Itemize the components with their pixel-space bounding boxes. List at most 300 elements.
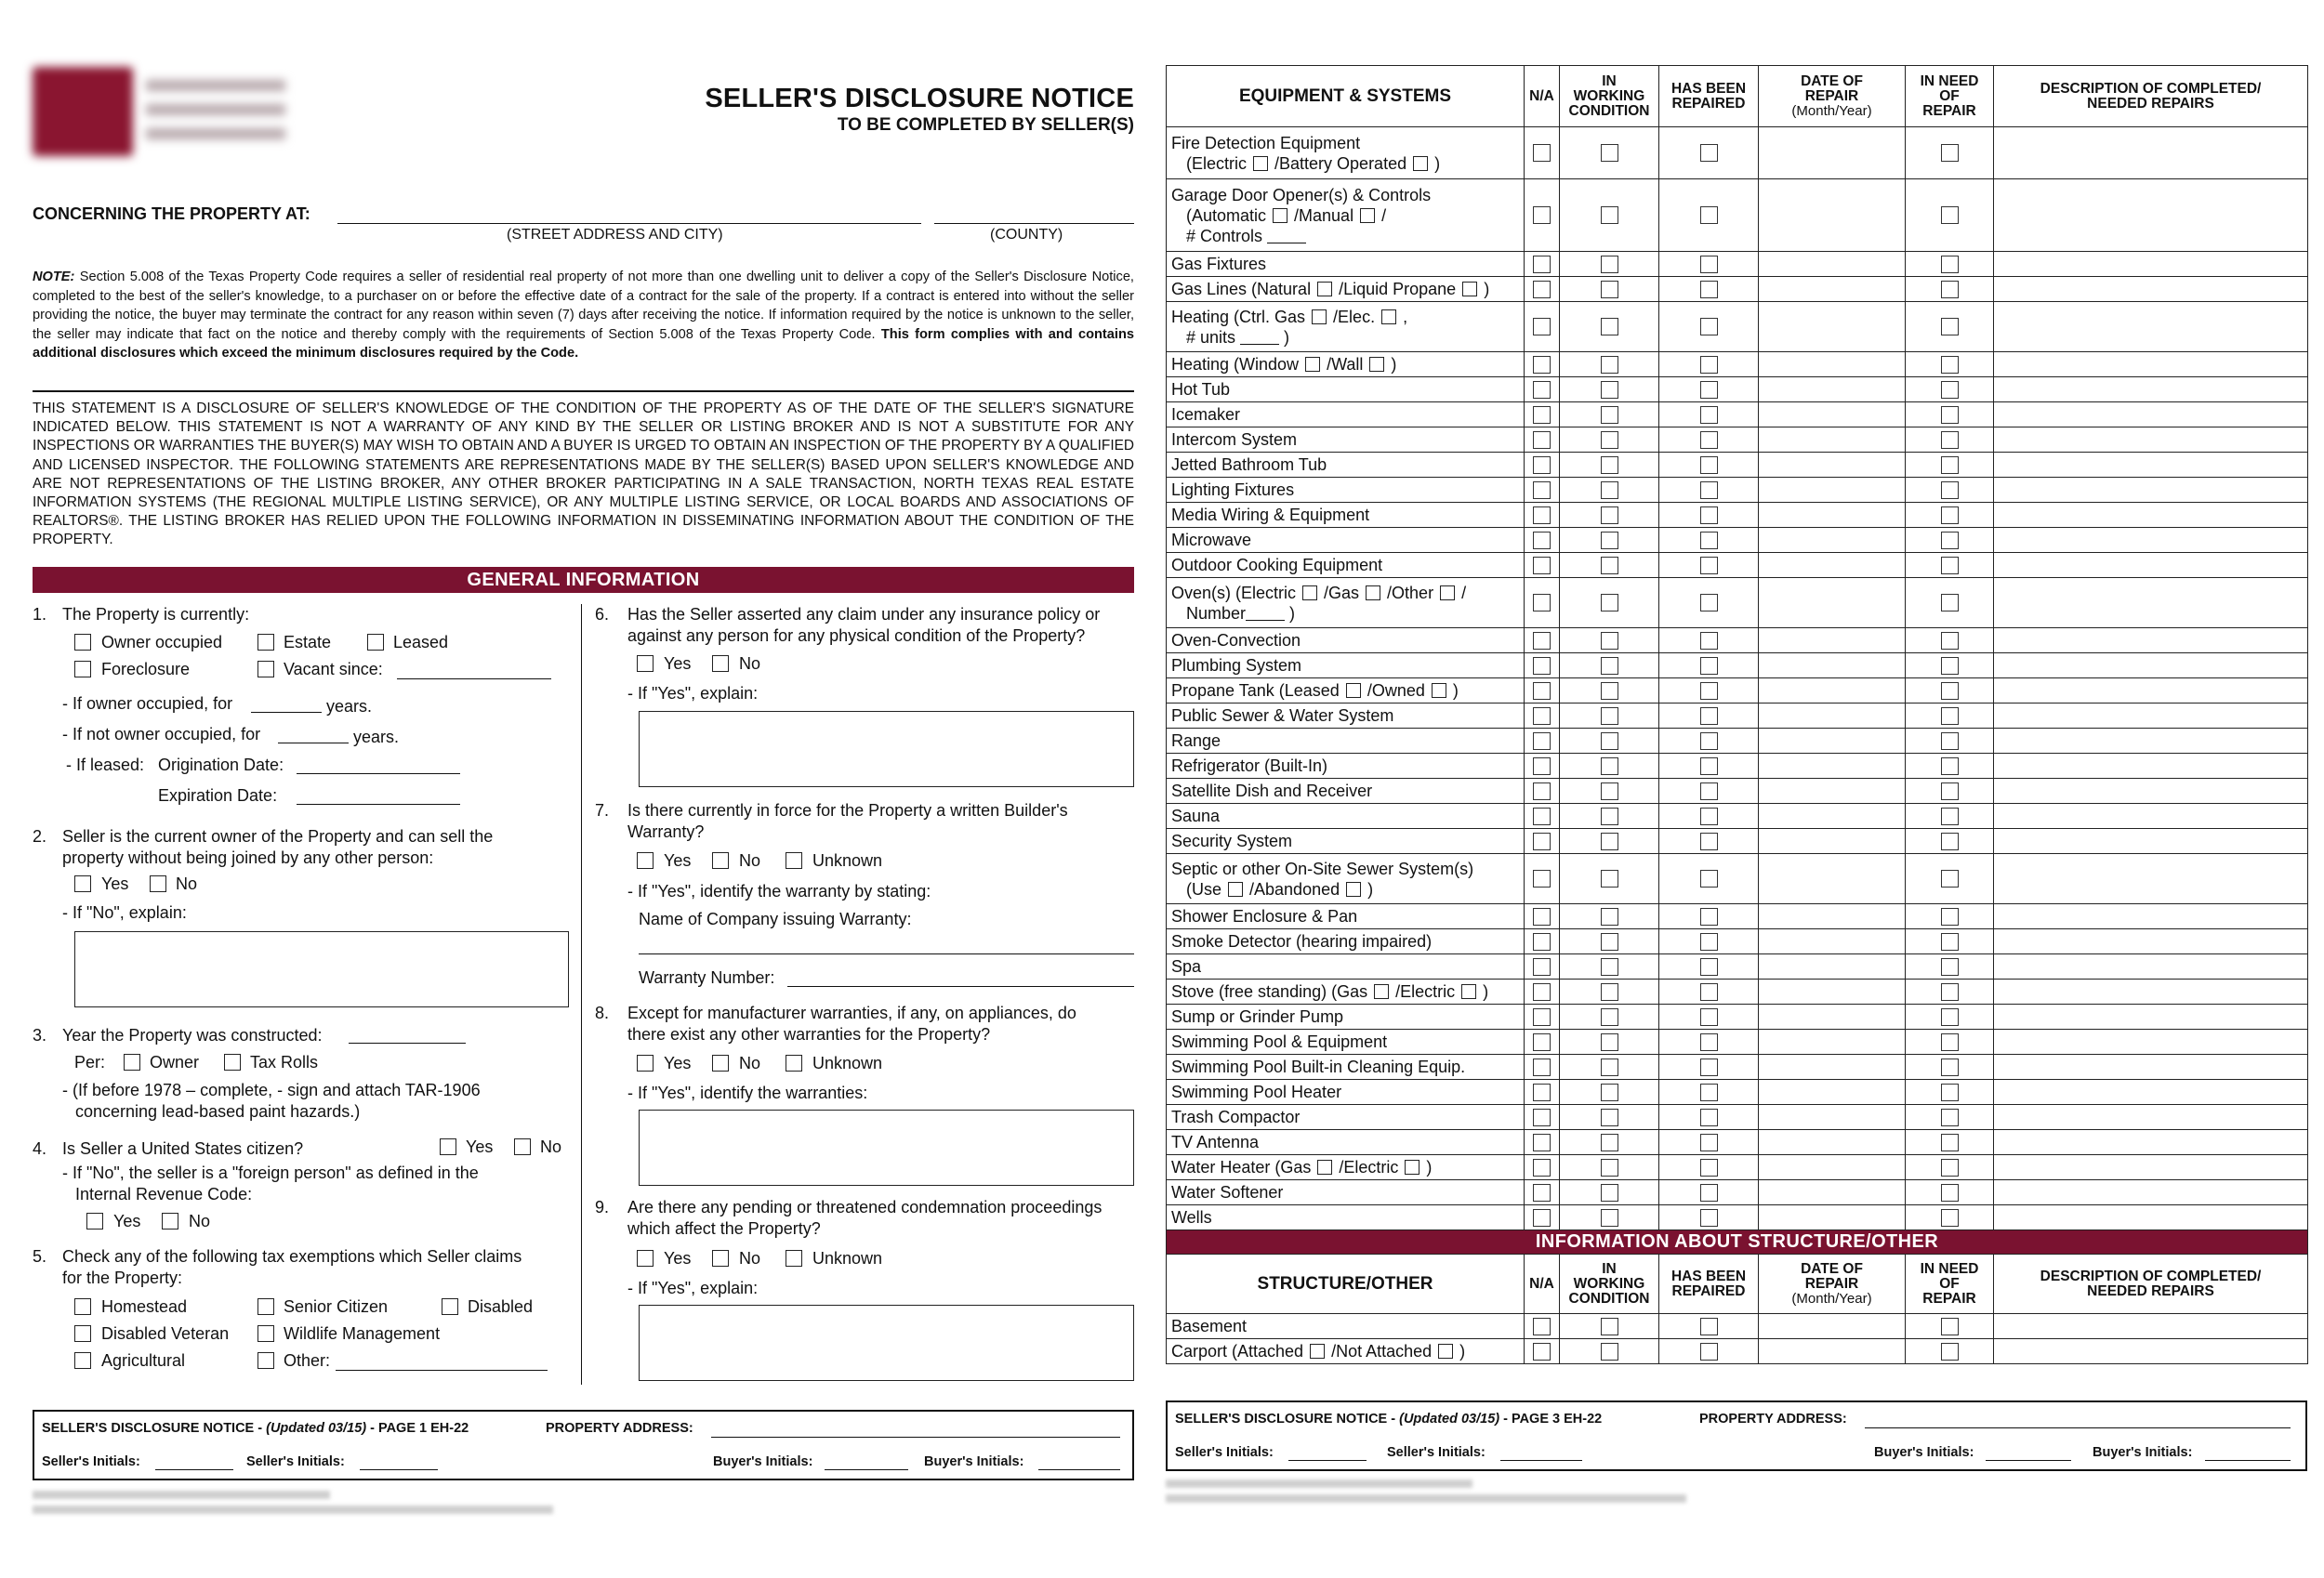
swimming-pool-equipment-working-checkbox[interactable]: [1601, 1033, 1618, 1051]
heating-window-working-checkbox[interactable]: [1601, 356, 1618, 374]
plumbing-system-date-of-repair-field[interactable]: [1759, 653, 1906, 678]
sump-or-grinder-pump-description-field[interactable]: [1994, 1005, 2308, 1030]
stove-free-standing-gas-description-field[interactable]: [1994, 980, 2308, 1005]
wells-description-field[interactable]: [1994, 1205, 2308, 1230]
security-system-working-checkbox[interactable]: [1601, 833, 1618, 850]
stove-free-standing-gas-option-checkbox-0[interactable]: [1374, 984, 1389, 999]
sauna-date-of-repair-field[interactable]: [1759, 804, 1906, 829]
garage-door-opener-s-controls-repaired-checkbox[interactable]: [1700, 206, 1718, 224]
swimming-pool-heater-working-checkbox[interactable]: [1601, 1084, 1618, 1101]
propane-tank-leased-option-checkbox-1[interactable]: [1432, 683, 1446, 698]
gas-fixtures-date-of-repair-field[interactable]: [1759, 252, 1906, 277]
water-heater-gas-repaired-checkbox[interactable]: [1700, 1159, 1718, 1177]
water-heater-gas-in-need-checkbox[interactable]: [1941, 1159, 1959, 1177]
basement-description-field[interactable]: [1994, 1314, 2308, 1339]
gas-lines-natural-description-field[interactable]: [1994, 277, 2308, 302]
expiration-date-field[interactable]: [297, 804, 460, 805]
tv-antenna-date-of-repair-field[interactable]: [1759, 1130, 1906, 1155]
public-sewer-water-system-repaired-checkbox[interactable]: [1700, 707, 1718, 725]
fire-detection-equipment-option-checkbox-1[interactable]: [1413, 156, 1428, 171]
icemaker-working-checkbox[interactable]: [1601, 406, 1618, 424]
swimming-pool-heater-date-of-repair-field[interactable]: [1759, 1080, 1906, 1105]
heating-window-option-checkbox-1[interactable]: [1369, 357, 1384, 372]
propane-tank-leased-description-field[interactable]: [1994, 678, 2308, 704]
heating-ctrl-gas-in-need-checkbox[interactable]: [1941, 318, 1959, 335]
citizen-no-checkbox[interactable]: [514, 1138, 531, 1155]
other-exemption-field[interactable]: [336, 1370, 548, 1371]
water-heater-gas-working-checkbox[interactable]: [1601, 1159, 1618, 1177]
footer-property-address-field[interactable]: [711, 1437, 1120, 1438]
buyer-initials-field-1[interactable]: [825, 1469, 908, 1470]
oven-s-electric-count-field[interactable]: [1246, 620, 1285, 621]
county-field[interactable]: [934, 223, 1134, 224]
intercom-system-na-checkbox[interactable]: [1533, 431, 1551, 449]
owner-occupied-checkbox[interactable]: [74, 634, 91, 651]
icemaker-date-of-repair-field[interactable]: [1759, 402, 1906, 427]
carport-attached-working-checkbox[interactable]: [1601, 1343, 1618, 1361]
smoke-detector-hearing-impaired-na-checkbox[interactable]: [1533, 933, 1551, 951]
q6-yes-checkbox[interactable]: [637, 655, 654, 672]
septic-or-other-on-site-sewer-system-s-in-need-checkbox[interactable]: [1941, 870, 1959, 888]
fire-detection-equipment-repaired-checkbox[interactable]: [1700, 144, 1718, 162]
security-system-in-need-checkbox[interactable]: [1941, 833, 1959, 850]
plumbing-system-na-checkbox[interactable]: [1533, 657, 1551, 675]
q7-unknown-checkbox[interactable]: [786, 852, 802, 869]
microwave-repaired-checkbox[interactable]: [1700, 532, 1718, 549]
smoke-detector-hearing-impaired-repaired-checkbox[interactable]: [1700, 933, 1718, 951]
propane-tank-leased-in-need-checkbox[interactable]: [1941, 682, 1959, 700]
propane-tank-leased-na-checkbox[interactable]: [1533, 682, 1551, 700]
septic-or-other-on-site-sewer-system-s-option-checkbox-1[interactable]: [1346, 882, 1361, 897]
oven-s-electric-date-of-repair-field[interactable]: [1759, 578, 1906, 628]
range-in-need-checkbox[interactable]: [1941, 732, 1959, 750]
leased-checkbox[interactable]: [367, 634, 384, 651]
propane-tank-leased-repaired-checkbox[interactable]: [1700, 682, 1718, 700]
oven-convection-in-need-checkbox[interactable]: [1941, 632, 1959, 650]
gas-lines-natural-option-checkbox-0[interactable]: [1317, 282, 1332, 296]
origination-date-field[interactable]: [297, 773, 460, 774]
range-working-checkbox[interactable]: [1601, 732, 1618, 750]
icemaker-na-checkbox[interactable]: [1533, 406, 1551, 424]
oven-convection-working-checkbox[interactable]: [1601, 632, 1618, 650]
sump-or-grinder-pump-repaired-checkbox[interactable]: [1700, 1008, 1718, 1026]
outdoor-cooking-equipment-in-need-checkbox[interactable]: [1941, 557, 1959, 574]
swimming-pool-equipment-description-field[interactable]: [1994, 1030, 2308, 1055]
other-exemption-checkbox[interactable]: [257, 1352, 274, 1369]
tv-antenna-in-need-checkbox[interactable]: [1941, 1134, 1959, 1151]
q9-no-checkbox[interactable]: [712, 1250, 729, 1267]
q2-no-checkbox[interactable]: [150, 875, 166, 892]
sauna-in-need-checkbox[interactable]: [1941, 808, 1959, 825]
spa-in-need-checkbox[interactable]: [1941, 958, 1959, 976]
microwave-in-need-checkbox[interactable]: [1941, 532, 1959, 549]
hot-tub-description-field[interactable]: [1994, 377, 2308, 402]
icemaker-in-need-checkbox[interactable]: [1941, 406, 1959, 424]
q8-yes-checkbox[interactable]: [637, 1055, 654, 1072]
q8-unknown-checkbox[interactable]: [786, 1055, 802, 1072]
range-description-field[interactable]: [1994, 729, 2308, 754]
garage-door-opener-s-controls-in-need-checkbox[interactable]: [1941, 206, 1959, 224]
satellite-dish-and-receiver-description-field[interactable]: [1994, 779, 2308, 804]
spa-na-checkbox[interactable]: [1533, 958, 1551, 976]
water-heater-gas-description-field[interactable]: [1994, 1155, 2308, 1180]
tv-antenna-description-field[interactable]: [1994, 1130, 2308, 1155]
water-heater-gas-option-checkbox-0[interactable]: [1317, 1160, 1332, 1175]
propane-tank-leased-option-checkbox-0[interactable]: [1346, 683, 1361, 698]
fire-detection-equipment-working-checkbox[interactable]: [1601, 144, 1618, 162]
satellite-dish-and-receiver-working-checkbox[interactable]: [1601, 782, 1618, 800]
plumbing-system-working-checkbox[interactable]: [1601, 657, 1618, 675]
wells-working-checkbox[interactable]: [1601, 1209, 1618, 1227]
gas-fixtures-in-need-checkbox[interactable]: [1941, 256, 1959, 273]
lighting-fixtures-in-need-checkbox[interactable]: [1941, 481, 1959, 499]
heating-ctrl-gas-repaired-checkbox[interactable]: [1700, 318, 1718, 335]
wells-na-checkbox[interactable]: [1533, 1209, 1551, 1227]
seller-initials-field-1[interactable]: [155, 1469, 233, 1470]
sauna-description-field[interactable]: [1994, 804, 2308, 829]
hot-tub-working-checkbox[interactable]: [1601, 381, 1618, 399]
oven-convection-date-of-repair-field[interactable]: [1759, 628, 1906, 653]
street-address-field[interactable]: [337, 223, 921, 224]
trash-compactor-date-of-repair-field[interactable]: [1759, 1105, 1906, 1130]
sauna-na-checkbox[interactable]: [1533, 808, 1551, 825]
basement-repaired-checkbox[interactable]: [1700, 1318, 1718, 1335]
smoke-detector-hearing-impaired-date-of-repair-field[interactable]: [1759, 929, 1906, 954]
estate-checkbox[interactable]: [257, 634, 274, 651]
footer3-seller-initials-field-2[interactable]: [1500, 1460, 1582, 1461]
stove-free-standing-gas-option-checkbox-1[interactable]: [1461, 984, 1476, 999]
year-constructed-field[interactable]: [349, 1043, 466, 1044]
q9-explain-box[interactable]: [639, 1305, 1134, 1381]
propane-tank-leased-working-checkbox[interactable]: [1601, 682, 1618, 700]
security-system-date-of-repair-field[interactable]: [1759, 829, 1906, 854]
stove-free-standing-gas-in-need-checkbox[interactable]: [1941, 983, 1959, 1001]
public-sewer-water-system-in-need-checkbox[interactable]: [1941, 707, 1959, 725]
foreclosure-checkbox[interactable]: [74, 661, 91, 677]
sump-or-grinder-pump-working-checkbox[interactable]: [1601, 1008, 1618, 1026]
garage-door-opener-s-controls-na-checkbox[interactable]: [1533, 206, 1551, 224]
oven-s-electric-na-checkbox[interactable]: [1533, 594, 1551, 611]
tv-antenna-working-checkbox[interactable]: [1601, 1134, 1618, 1151]
spa-working-checkbox[interactable]: [1601, 958, 1618, 976]
swimming-pool-heater-description-field[interactable]: [1994, 1080, 2308, 1105]
q8-no-checkbox[interactable]: [712, 1055, 729, 1072]
warranty-company-field[interactable]: [639, 953, 1134, 954]
media-wiring-equipment-in-need-checkbox[interactable]: [1941, 506, 1959, 524]
footer3-buyer-initials-field-2[interactable]: [2205, 1460, 2291, 1461]
stove-free-standing-gas-working-checkbox[interactable]: [1601, 983, 1618, 1001]
septic-or-other-on-site-sewer-system-s-date-of-repair-field[interactable]: [1759, 854, 1906, 904]
carport-attached-date-of-repair-field[interactable]: [1759, 1339, 1906, 1364]
media-wiring-equipment-na-checkbox[interactable]: [1533, 506, 1551, 524]
refrigerator-built-in-description-field[interactable]: [1994, 754, 2308, 779]
basement-date-of-repair-field[interactable]: [1759, 1314, 1906, 1339]
security-system-na-checkbox[interactable]: [1533, 833, 1551, 850]
microwave-working-checkbox[interactable]: [1601, 532, 1618, 549]
shower-enclosure-pan-date-of-repair-field[interactable]: [1759, 904, 1906, 929]
gas-lines-natural-date-of-repair-field[interactable]: [1759, 277, 1906, 302]
spa-repaired-checkbox[interactable]: [1700, 958, 1718, 976]
lighting-fixtures-repaired-checkbox[interactable]: [1700, 481, 1718, 499]
lighting-fixtures-description-field[interactable]: [1994, 478, 2308, 503]
plumbing-system-in-need-checkbox[interactable]: [1941, 657, 1959, 675]
q8-identify-box[interactable]: [639, 1110, 1134, 1186]
jetted-bathroom-tub-working-checkbox[interactable]: [1601, 456, 1618, 474]
satellite-dish-and-receiver-in-need-checkbox[interactable]: [1941, 782, 1959, 800]
water-softener-date-of-repair-field[interactable]: [1759, 1180, 1906, 1205]
septic-or-other-on-site-sewer-system-s-working-checkbox[interactable]: [1601, 870, 1618, 888]
microwave-description-field[interactable]: [1994, 528, 2308, 553]
trash-compactor-working-checkbox[interactable]: [1601, 1109, 1618, 1126]
satellite-dish-and-receiver-repaired-checkbox[interactable]: [1700, 782, 1718, 800]
lighting-fixtures-date-of-repair-field[interactable]: [1759, 478, 1906, 503]
q9-yes-checkbox[interactable]: [637, 1250, 654, 1267]
hot-tub-date-of-repair-field[interactable]: [1759, 377, 1906, 402]
water-heater-gas-option-checkbox-1[interactable]: [1405, 1160, 1419, 1175]
swimming-pool-equipment-date-of-repair-field[interactable]: [1759, 1030, 1906, 1055]
gas-lines-natural-working-checkbox[interactable]: [1601, 281, 1618, 298]
smoke-detector-hearing-impaired-in-need-checkbox[interactable]: [1941, 933, 1959, 951]
basement-in-need-checkbox[interactable]: [1941, 1318, 1959, 1335]
swimming-pool-built-in-cleaning-equip-repaired-checkbox[interactable]: [1700, 1059, 1718, 1076]
media-wiring-equipment-working-checkbox[interactable]: [1601, 506, 1618, 524]
heating-ctrl-gas-description-field[interactable]: [1994, 302, 2308, 352]
outdoor-cooking-equipment-na-checkbox[interactable]: [1533, 557, 1551, 574]
shower-enclosure-pan-working-checkbox[interactable]: [1601, 908, 1618, 926]
shower-enclosure-pan-in-need-checkbox[interactable]: [1941, 908, 1959, 926]
sump-or-grinder-pump-in-need-checkbox[interactable]: [1941, 1008, 1959, 1026]
garage-door-opener-s-controls-description-field[interactable]: [1994, 179, 2308, 252]
jetted-bathroom-tub-date-of-repair-field[interactable]: [1759, 453, 1906, 478]
jetted-bathroom-tub-description-field[interactable]: [1994, 453, 2308, 478]
disabled-checkbox[interactable]: [442, 1298, 458, 1315]
footer3-buyer-initials-field-1[interactable]: [1986, 1460, 2071, 1461]
wells-in-need-checkbox[interactable]: [1941, 1209, 1959, 1227]
stove-free-standing-gas-repaired-checkbox[interactable]: [1700, 983, 1718, 1001]
refrigerator-built-in-date-of-repair-field[interactable]: [1759, 754, 1906, 779]
heating-window-description-field[interactable]: [1994, 352, 2308, 377]
intercom-system-in-need-checkbox[interactable]: [1941, 431, 1959, 449]
basement-working-checkbox[interactable]: [1601, 1318, 1618, 1335]
fire-detection-equipment-option-checkbox-0[interactable]: [1253, 156, 1268, 171]
carport-attached-na-checkbox[interactable]: [1533, 1343, 1551, 1361]
footer3-seller-initials-field-1[interactable]: [1288, 1460, 1367, 1461]
media-wiring-equipment-description-field[interactable]: [1994, 503, 2308, 528]
hot-tub-na-checkbox[interactable]: [1533, 381, 1551, 399]
oven-convection-na-checkbox[interactable]: [1533, 632, 1551, 650]
water-softener-na-checkbox[interactable]: [1533, 1184, 1551, 1202]
water-softener-repaired-checkbox[interactable]: [1700, 1184, 1718, 1202]
wells-repaired-checkbox[interactable]: [1700, 1209, 1718, 1227]
plumbing-system-repaired-checkbox[interactable]: [1700, 657, 1718, 675]
public-sewer-water-system-na-checkbox[interactable]: [1533, 707, 1551, 725]
oven-convection-repaired-checkbox[interactable]: [1700, 632, 1718, 650]
refrigerator-built-in-na-checkbox[interactable]: [1533, 757, 1551, 775]
q2-yes-checkbox[interactable]: [74, 875, 91, 892]
microwave-na-checkbox[interactable]: [1533, 532, 1551, 549]
tv-antenna-repaired-checkbox[interactable]: [1700, 1134, 1718, 1151]
heating-ctrl-gas-option-checkbox-1[interactable]: [1381, 309, 1396, 324]
trash-compactor-in-need-checkbox[interactable]: [1941, 1109, 1959, 1126]
citizen-yes-checkbox[interactable]: [440, 1138, 456, 1155]
wells-date-of-repair-field[interactable]: [1759, 1205, 1906, 1230]
oven-s-electric-in-need-checkbox[interactable]: [1941, 594, 1959, 611]
seller-initials-field-2[interactable]: [360, 1469, 438, 1470]
warranty-number-field[interactable]: [787, 986, 1134, 987]
water-softener-description-field[interactable]: [1994, 1180, 2308, 1205]
q6-explain-box[interactable]: [639, 711, 1134, 787]
heating-window-date-of-repair-field[interactable]: [1759, 352, 1906, 377]
gas-fixtures-description-field[interactable]: [1994, 252, 2308, 277]
microwave-date-of-repair-field[interactable]: [1759, 528, 1906, 553]
security-system-repaired-checkbox[interactable]: [1700, 833, 1718, 850]
oven-convection-description-field[interactable]: [1994, 628, 2308, 653]
water-heater-gas-date-of-repair-field[interactable]: [1759, 1155, 1906, 1180]
fire-detection-equipment-in-need-checkbox[interactable]: [1941, 144, 1959, 162]
septic-or-other-on-site-sewer-system-s-description-field[interactable]: [1994, 854, 2308, 904]
garage-door-opener-s-controls-working-checkbox[interactable]: [1601, 206, 1618, 224]
intercom-system-repaired-checkbox[interactable]: [1700, 431, 1718, 449]
septic-or-other-on-site-sewer-system-s-na-checkbox[interactable]: [1533, 870, 1551, 888]
heating-ctrl-gas-date-of-repair-field[interactable]: [1759, 302, 1906, 352]
tv-antenna-na-checkbox[interactable]: [1533, 1134, 1551, 1151]
satellite-dish-and-receiver-date-of-repair-field[interactable]: [1759, 779, 1906, 804]
swimming-pool-built-in-cleaning-equip-description-field[interactable]: [1994, 1055, 2308, 1080]
outdoor-cooking-equipment-working-checkbox[interactable]: [1601, 557, 1618, 574]
gas-lines-natural-option-checkbox-1[interactable]: [1462, 282, 1477, 296]
refrigerator-built-in-in-need-checkbox[interactable]: [1941, 757, 1959, 775]
sauna-working-checkbox[interactable]: [1601, 808, 1618, 825]
q7-no-checkbox[interactable]: [712, 852, 729, 869]
security-system-description-field[interactable]: [1994, 829, 2308, 854]
septic-or-other-on-site-sewer-system-s-option-checkbox-0[interactable]: [1228, 882, 1243, 897]
homestead-checkbox[interactable]: [74, 1298, 91, 1315]
heating-ctrl-gas-working-checkbox[interactable]: [1601, 318, 1618, 335]
swimming-pool-heater-in-need-checkbox[interactable]: [1941, 1084, 1959, 1101]
plumbing-system-description-field[interactable]: [1994, 653, 2308, 678]
garage-door-opener-s-controls-date-of-repair-field[interactable]: [1759, 179, 1906, 252]
lighting-fixtures-na-checkbox[interactable]: [1533, 481, 1551, 499]
heating-window-repaired-checkbox[interactable]: [1700, 356, 1718, 374]
garage-door-opener-s-controls-option-checkbox-0[interactable]: [1273, 208, 1287, 223]
outdoor-cooking-equipment-repaired-checkbox[interactable]: [1700, 557, 1718, 574]
swimming-pool-built-in-cleaning-equip-date-of-repair-field[interactable]: [1759, 1055, 1906, 1080]
q6-no-checkbox[interactable]: [712, 655, 729, 672]
jetted-bathroom-tub-in-need-checkbox[interactable]: [1941, 456, 1959, 474]
owner-occupied-years-field[interactable]: [251, 712, 322, 713]
shower-enclosure-pan-na-checkbox[interactable]: [1533, 908, 1551, 926]
stove-free-standing-gas-date-of-repair-field[interactable]: [1759, 980, 1906, 1005]
buyer-initials-field-2[interactable]: [1038, 1469, 1120, 1470]
vacant-since-checkbox[interactable]: [257, 661, 274, 677]
carport-attached-description-field[interactable]: [1994, 1339, 2308, 1364]
range-na-checkbox[interactable]: [1533, 732, 1551, 750]
foreign-yes-checkbox[interactable]: [86, 1213, 103, 1230]
oven-s-electric-working-checkbox[interactable]: [1601, 594, 1618, 611]
gas-lines-natural-repaired-checkbox[interactable]: [1700, 281, 1718, 298]
range-repaired-checkbox[interactable]: [1700, 732, 1718, 750]
swimming-pool-equipment-repaired-checkbox[interactable]: [1700, 1033, 1718, 1051]
public-sewer-water-system-working-checkbox[interactable]: [1601, 707, 1618, 725]
heating-ctrl-gas-option-checkbox-0[interactable]: [1312, 309, 1327, 324]
oven-s-electric-option-checkbox-2[interactable]: [1440, 585, 1455, 600]
sump-or-grinder-pump-date-of-repair-field[interactable]: [1759, 1005, 1906, 1030]
vacant-since-field[interactable]: [397, 678, 551, 679]
disabled-veteran-checkbox[interactable]: [74, 1325, 91, 1342]
jetted-bathroom-tub-repaired-checkbox[interactable]: [1700, 456, 1718, 474]
spa-date-of-repair-field[interactable]: [1759, 954, 1906, 980]
range-date-of-repair-field[interactable]: [1759, 729, 1906, 754]
swimming-pool-built-in-cleaning-equip-na-checkbox[interactable]: [1533, 1059, 1551, 1076]
sauna-repaired-checkbox[interactable]: [1700, 808, 1718, 825]
gas-fixtures-repaired-checkbox[interactable]: [1700, 256, 1718, 273]
swimming-pool-built-in-cleaning-equip-in-need-checkbox[interactable]: [1941, 1059, 1959, 1076]
heating-window-option-checkbox-0[interactable]: [1305, 357, 1320, 372]
q2-explain-box[interactable]: [74, 931, 569, 1007]
icemaker-repaired-checkbox[interactable]: [1700, 406, 1718, 424]
lighting-fixtures-working-checkbox[interactable]: [1601, 481, 1618, 499]
fire-detection-equipment-description-field[interactable]: [1994, 127, 2308, 179]
heating-window-in-need-checkbox[interactable]: [1941, 356, 1959, 374]
outdoor-cooking-equipment-date-of-repair-field[interactable]: [1759, 553, 1906, 578]
refrigerator-built-in-repaired-checkbox[interactable]: [1700, 757, 1718, 775]
fire-detection-equipment-na-checkbox[interactable]: [1533, 144, 1551, 162]
refrigerator-built-in-working-checkbox[interactable]: [1601, 757, 1618, 775]
footer3-property-address-field[interactable]: [1865, 1427, 2291, 1428]
swimming-pool-equipment-in-need-checkbox[interactable]: [1941, 1033, 1959, 1051]
heating-ctrl-gas-count-field[interactable]: [1240, 344, 1279, 345]
trash-compactor-na-checkbox[interactable]: [1533, 1109, 1551, 1126]
public-sewer-water-system-date-of-repair-field[interactable]: [1759, 704, 1906, 729]
carport-attached-option-checkbox-0[interactable]: [1310, 1344, 1325, 1359]
water-softener-in-need-checkbox[interactable]: [1941, 1184, 1959, 1202]
sump-or-grinder-pump-na-checkbox[interactable]: [1533, 1008, 1551, 1026]
oven-s-electric-option-checkbox-0[interactable]: [1302, 585, 1317, 600]
smoke-detector-hearing-impaired-description-field[interactable]: [1994, 929, 2308, 954]
q7-yes-checkbox[interactable]: [637, 852, 654, 869]
wildlife-checkbox[interactable]: [257, 1325, 274, 1342]
hot-tub-in-need-checkbox[interactable]: [1941, 381, 1959, 399]
carport-attached-in-need-checkbox[interactable]: [1941, 1343, 1959, 1361]
hot-tub-repaired-checkbox[interactable]: [1700, 381, 1718, 399]
basement-na-checkbox[interactable]: [1533, 1318, 1551, 1335]
oven-s-electric-option-checkbox-1[interactable]: [1366, 585, 1380, 600]
trash-compactor-description-field[interactable]: [1994, 1105, 2308, 1130]
per-owner-checkbox[interactable]: [124, 1054, 140, 1071]
gas-fixtures-working-checkbox[interactable]: [1601, 256, 1618, 273]
smoke-detector-hearing-impaired-working-checkbox[interactable]: [1601, 933, 1618, 951]
satellite-dish-and-receiver-na-checkbox[interactable]: [1533, 782, 1551, 800]
gas-lines-natural-na-checkbox[interactable]: [1533, 281, 1551, 298]
shower-enclosure-pan-description-field[interactable]: [1994, 904, 2308, 929]
trash-compactor-repaired-checkbox[interactable]: [1700, 1109, 1718, 1126]
carport-attached-option-checkbox-1[interactable]: [1438, 1344, 1453, 1359]
tax-rolls-checkbox[interactable]: [224, 1054, 241, 1071]
fire-detection-equipment-date-of-repair-field[interactable]: [1759, 127, 1906, 179]
stove-free-standing-gas-na-checkbox[interactable]: [1533, 983, 1551, 1001]
shower-enclosure-pan-repaired-checkbox[interactable]: [1700, 908, 1718, 926]
heating-ctrl-gas-na-checkbox[interactable]: [1533, 318, 1551, 335]
swimming-pool-heater-repaired-checkbox[interactable]: [1700, 1084, 1718, 1101]
septic-or-other-on-site-sewer-system-s-repaired-checkbox[interactable]: [1700, 870, 1718, 888]
water-softener-working-checkbox[interactable]: [1601, 1184, 1618, 1202]
gas-fixtures-na-checkbox[interactable]: [1533, 256, 1551, 273]
garage-door-opener-s-controls-option-checkbox-1[interactable]: [1360, 208, 1375, 223]
intercom-system-working-checkbox[interactable]: [1601, 431, 1618, 449]
oven-s-electric-repaired-checkbox[interactable]: [1700, 594, 1718, 611]
swimming-pool-heater-na-checkbox[interactable]: [1533, 1084, 1551, 1101]
media-wiring-equipment-repaired-checkbox[interactable]: [1700, 506, 1718, 524]
